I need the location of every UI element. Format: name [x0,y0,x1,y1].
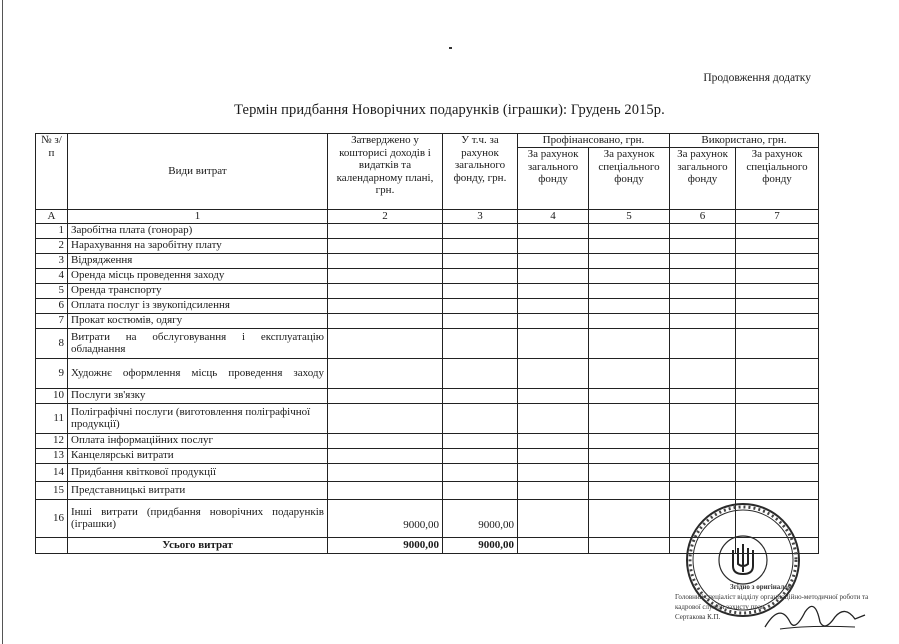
total-approved: 9000,00 [328,537,443,553]
row-cell [589,238,670,253]
row-cell [589,481,670,499]
row-cell [736,328,819,358]
approval-line-3: Сертакова К.П. [675,613,721,621]
row-general-fund [443,313,518,328]
row-cell [518,499,589,537]
row-general-fund [443,403,518,433]
row-expense-name: Придбання квіткової продукції [68,463,328,481]
row-general-fund [443,433,518,448]
row-number: 5 [36,283,68,298]
page-title: Термін придбання Новорічних подарунків (іграшки): Грудень 2015р. [234,102,665,118]
table-row [36,223,819,238]
scan-edge-line [2,0,3,644]
row-cell [589,298,670,313]
row-cell [736,313,819,328]
row-general-fund [443,463,518,481]
row-cell [736,433,819,448]
row-cell [670,283,736,298]
table-row [36,358,819,388]
row-approved [328,433,443,448]
row-cell [670,253,736,268]
table-row [36,268,819,283]
table-row [36,313,819,328]
row-cell [670,298,736,313]
row-number: 1 [36,223,68,238]
row-cell [736,298,819,313]
row-cell [589,313,670,328]
row-general-fund [443,238,518,253]
total-number [36,537,68,553]
index-cell: 1 [68,210,328,224]
row-expense-name: Поліграфічні послуги (виготовлення поліграфічної продукції) [68,403,328,433]
row-cell [589,499,670,537]
row-expense-name: Оренда місць проведення заходу [68,268,328,283]
row-general-fund [443,388,518,403]
row-cell [518,328,589,358]
row-cell [518,313,589,328]
row-expense-name: Оплата послуг із звукопідсилення [68,298,328,313]
row-cell [518,298,589,313]
row-cell [670,388,736,403]
row-number: 7 [36,313,68,328]
row-approved [328,448,443,463]
table-row [36,433,819,448]
row-cell [736,358,819,388]
row-number: 10 [36,388,68,403]
index-cell: 2 [328,210,443,224]
row-number: 14 [36,463,68,481]
row-cell [670,448,736,463]
row-expense-name: Художнє оформлення місць проведення заходу [68,358,328,388]
appendix-label: Продовження додатку [703,72,811,84]
row-cell [589,223,670,238]
row-approved [328,358,443,388]
row-cell [670,403,736,433]
row-number: 16 [36,499,68,537]
index-row [36,210,819,224]
row-cell [589,268,670,283]
row-number: 11 [36,403,68,433]
row-expense-name: Відрядження [68,253,328,268]
row-cell [518,481,589,499]
header-row-1 [36,134,819,148]
col-header-num: № з/п [36,134,68,210]
row-cell [589,283,670,298]
index-cell: 7 [736,210,819,224]
row-approved [328,328,443,358]
index-cell: А [36,210,68,224]
table-row [36,328,819,358]
row-cell [589,328,670,358]
row-approved [328,313,443,328]
col-header-type: Види витрат [68,134,328,210]
row-number: 9 [36,358,68,388]
total-general-fund: 9000,00 [443,537,518,553]
table-row [36,238,819,253]
index-cell: 6 [670,210,736,224]
row-cell [670,463,736,481]
row-cell [518,403,589,433]
row-cell [589,358,670,388]
row-general-fund [443,328,518,358]
row-expense-name: Оплата інформаційних послуг [68,433,328,448]
row-expense-name: Інші витрати (придбання новорічних подарунків (іграшки) [68,499,328,537]
row-approved: 9000,00 [328,499,443,537]
row-expense-name: Канцелярські витрати [68,448,328,463]
row-general-fund [443,298,518,313]
row-cell [518,268,589,283]
row-expense-name: Послуги зв'язку [68,388,328,403]
scan-dot [449,47,452,49]
row-cell [736,283,819,298]
row-general-fund [443,268,518,283]
table-row [36,403,819,433]
table-row [36,388,819,403]
col-header-approved: Затверджено у кошторисі доходів і видатків та календарному плані, грн. [328,134,443,210]
row-cell [670,328,736,358]
approval-line-1: Згідно з оригіналом [730,583,793,591]
row-cell [670,268,736,283]
table-row [36,463,819,481]
col-header-fin-general: За рахунок загального фонду [518,148,589,210]
row-cell [518,388,589,403]
row-general-fund: 9000,00 [443,499,518,537]
table-row [36,298,819,313]
row-expense-name: Представницькі витрати [68,481,328,499]
index-cell: 5 [589,210,670,224]
table-row [36,253,819,268]
row-cell [670,481,736,499]
row-cell [518,283,589,298]
row-general-fund [443,223,518,238]
expense-table [35,133,819,554]
row-cell [589,388,670,403]
row-cell [736,481,819,499]
col-header-used-general: За рахунок загального фонду [670,148,736,210]
row-cell [736,403,819,433]
row-cell [670,313,736,328]
row-approved [328,283,443,298]
row-cell [518,537,589,553]
row-cell [589,463,670,481]
row-general-fund [443,448,518,463]
table-row [36,448,819,463]
approval-line-2: Головний спеціаліст відділу організаційно-методичної роботи та кадрової служби захисту прав [675,593,869,611]
row-number: 8 [36,328,68,358]
row-cell [736,253,819,268]
table-row [36,283,819,298]
total-label: Усього витрат [68,537,328,553]
row-cell [670,358,736,388]
row-cell [670,433,736,448]
row-approved [328,388,443,403]
row-cell [736,238,819,253]
row-expense-name: Оренда транспорту [68,283,328,298]
row-approved [328,238,443,253]
row-number: 4 [36,268,68,283]
row-cell [589,448,670,463]
row-cell [670,223,736,238]
row-cell [589,433,670,448]
row-cell [736,463,819,481]
row-number: 6 [36,298,68,313]
table-row [36,481,819,499]
row-approved [328,463,443,481]
row-expense-name: Витрати на обслуговування і експлуатацію обладнання [68,328,328,358]
row-approved [328,268,443,283]
col-header-used-special: За рахунок спеціального фонду [736,148,819,210]
row-approved [328,253,443,268]
row-approved [328,223,443,238]
row-approved [328,298,443,313]
row-general-fund [443,253,518,268]
signature [760,597,870,637]
row-cell [736,448,819,463]
row-cell [589,253,670,268]
row-cell [518,358,589,388]
row-number: 13 [36,448,68,463]
row-number: 12 [36,433,68,448]
row-expense-name: Заробітна плата (гонорар) [68,223,328,238]
row-cell [518,253,589,268]
row-cell [518,223,589,238]
row-cell [589,537,670,553]
row-approved [328,403,443,433]
row-cell [736,388,819,403]
col-header-financed: Профінансовано, грн. [518,134,670,148]
row-general-fund [443,481,518,499]
row-cell [518,463,589,481]
col-header-general-fund: У т.ч. за рахунок загального фонду, грн. [443,134,518,210]
row-cell [736,268,819,283]
row-cell [518,448,589,463]
row-number: 3 [36,253,68,268]
row-cell [589,403,670,433]
row-general-fund [443,358,518,388]
row-number: 2 [36,238,68,253]
row-number: 15 [36,481,68,499]
row-approved [328,481,443,499]
col-header-fin-special: За рахунок спеціального фонду [589,148,670,210]
index-cell: 4 [518,210,589,224]
col-header-used: Використано, грн. [670,134,819,148]
row-expense-name: Нарахування на заробітну плату [68,238,328,253]
row-expense-name: Прокат костюмів, одягу [68,313,328,328]
row-cell [518,433,589,448]
index-cell: 3 [443,210,518,224]
row-general-fund [443,283,518,298]
row-cell [670,238,736,253]
row-cell [736,223,819,238]
row-cell [518,238,589,253]
